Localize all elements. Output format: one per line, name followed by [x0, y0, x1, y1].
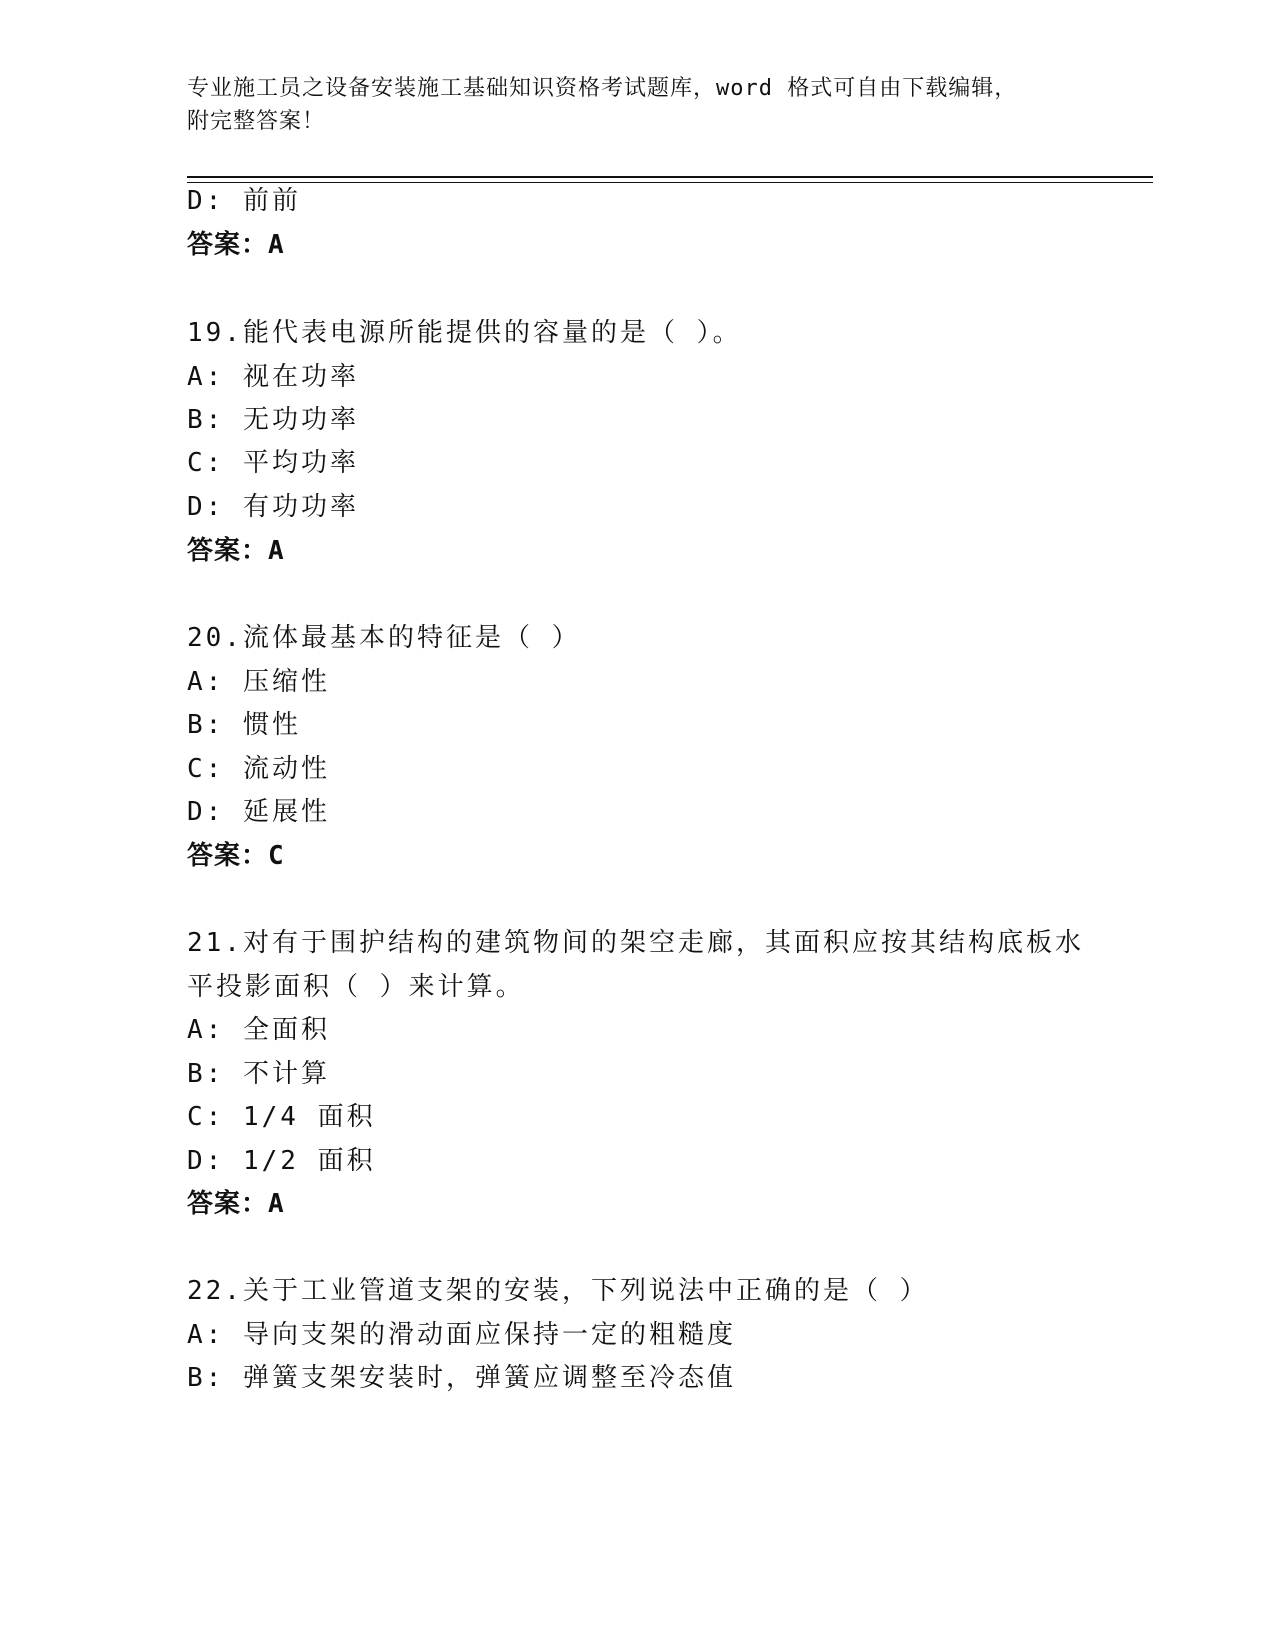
question-19-option-c: C: 平均功率	[187, 448, 359, 478]
question-21-stem: 21.对有于围护结构的建筑物间的架空走廊，其面积应按其结构底板水	[187, 928, 1084, 958]
question-21-option-a: A: 全面积	[187, 1015, 330, 1045]
prev-option-d: D: 前前	[187, 186, 301, 216]
question-22-stem: 22.关于工业管道支架的安装，下列说法中正确的是（ ）	[187, 1276, 929, 1306]
question-20-option-a: A: 压缩性	[187, 667, 330, 697]
question-21-stem-continued: 平投影面积（ ）来计算。	[187, 972, 525, 1002]
question-21-option-c: C: 1/4 面积	[187, 1102, 376, 1132]
question-19-stem: 19.能代表电源所能提供的容量的是（ ）。	[187, 318, 742, 348]
question-21-option-b: B: 不计算	[187, 1059, 330, 1089]
question-22-option-b: B: 弹簧支架安装时，弹簧应调整至冷态值	[187, 1363, 736, 1393]
header-title-line2: 附完整答案！	[187, 109, 326, 134]
question-20-option-b: B: 惯性	[187, 710, 301, 740]
question-20-answer: 答案：C	[187, 841, 285, 871]
prev-answer: 答案：A	[187, 230, 285, 260]
question-22-option-a: A: 导向支架的滑动面应保持一定的粗糙度	[187, 1320, 736, 1350]
question-20-option-d: D: 延展性	[187, 797, 330, 827]
question-20-stem: 20.流体最基本的特征是（ ）	[187, 623, 581, 653]
question-19-option-d: D: 有功功率	[187, 492, 359, 522]
question-19-option-b: B: 无功功率	[187, 405, 359, 435]
question-21-option-d: D: 1/2 面积	[187, 1146, 376, 1176]
question-19-option-a: A: 视在功率	[187, 362, 359, 392]
question-19-answer: 答案：A	[187, 536, 285, 566]
document-header	[187, 72, 1067, 138]
header-title-line1: 专业施工员之设备安装施工基础知识资格考试题库，word 格式可自由下载编辑，	[187, 76, 1018, 101]
header-divider-thick	[187, 176, 1153, 178]
question-21-answer: 答案：A	[187, 1189, 285, 1219]
header-divider-thin	[187, 182, 1153, 183]
question-20-option-c: C: 流动性	[187, 754, 330, 784]
